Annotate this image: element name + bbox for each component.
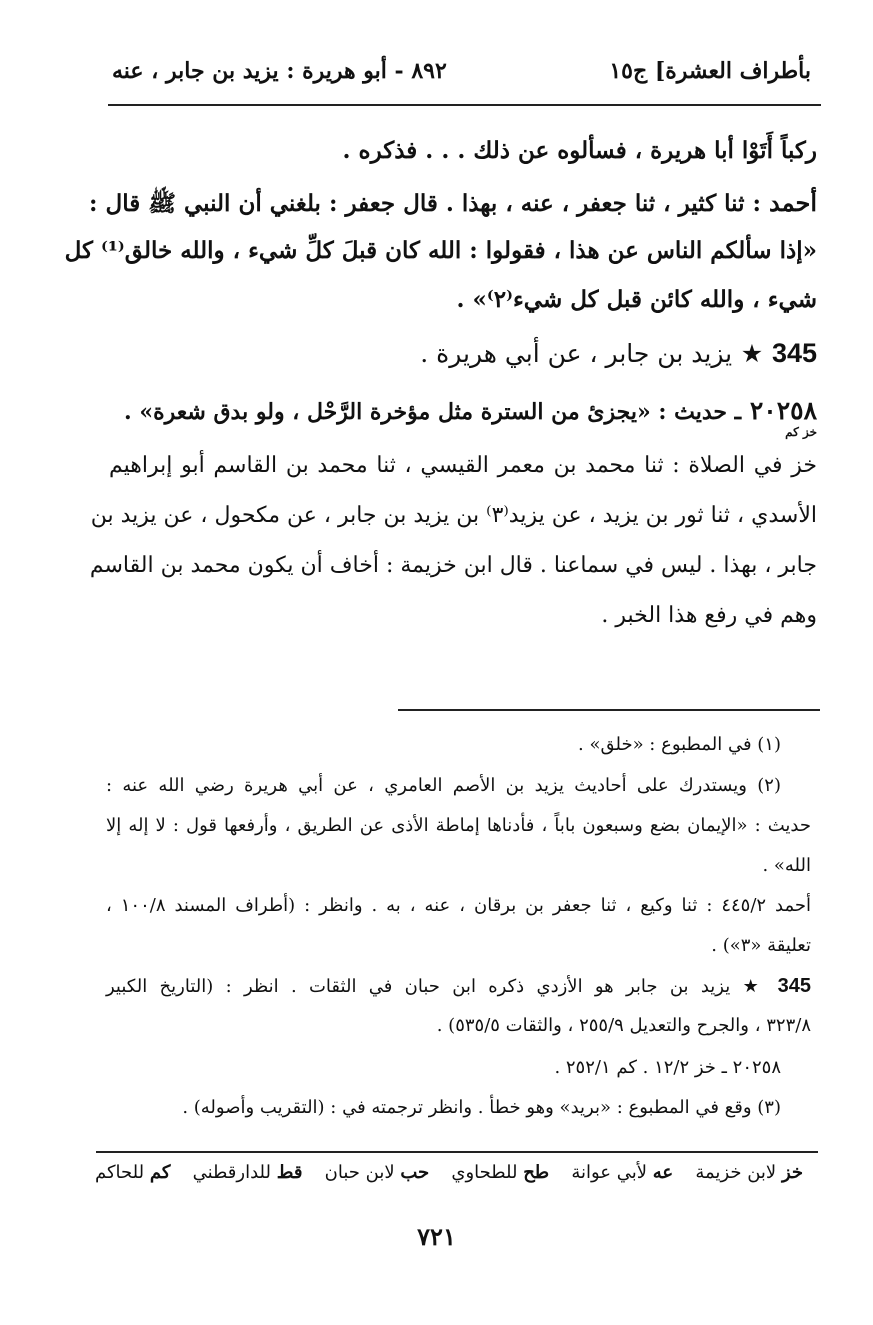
main-text-line-4: شيء ، والله كائن قبل كل شيء⁽٢⁾» . <box>456 286 817 313</box>
main-text-line-2 <box>88 188 817 223</box>
main-text-line-3: «إذا سألكم الناس عن هذا ، فقولوا : الله كان قبلَ كلِّ شيء ، والله خالق⁽¹⁾ كل <box>64 237 817 264</box>
running-header-volume: بأطراف العشرة] ج١٥ <box>609 58 811 84</box>
footnote-2-line-1: (٢) ويستدرك على أحاديث يزيد بن الأصم العامري ، عن أبي هريرة رضي الله عنه : <box>106 775 781 796</box>
abbreviation-item: كم للحاكم <box>95 1162 171 1183</box>
hadith-text: ـ حديث : «يجزئ من السترة مثل مؤخرة الرَّحْل ، ولو بدق شعرة» . <box>124 399 742 425</box>
running-header-chapter: ٨٩٢ - أبو هريرة : يزيد بن جابر ، عنه <box>112 58 447 84</box>
entry-number: 345 <box>771 338 817 368</box>
abbreviation-key <box>95 1162 803 1183</box>
footnote-345-text: يزيد بن جابر هو الأزدي ذكره ابن حبان في الثقات . انظر : (التاريخ الكبير <box>106 976 731 997</box>
footnote-345-line-1 <box>106 975 811 998</box>
abbreviation-item: عه لأبي عوانة <box>571 1162 674 1183</box>
body-line-1: خز في الصلاة : ثنا محمد بن معمر القيسي ، ثنا محمد بن القاسم أبو إبراهيم <box>109 453 817 478</box>
body-line-4: وهم في رفع هذا الخبر . <box>601 603 817 628</box>
footnote-2-line-2: حديث : «الإيمان بضع وسبعون باباً ، فأدناها إماطة الأذى عن الطريق ، وأرفعها قول : لا إله إلا <box>106 815 811 836</box>
footnote-345-number: 345 <box>777 975 811 997</box>
footnote-2-line-5: تعليقة «٣») . <box>711 935 811 956</box>
footnote-hadith-sources: ٢٠٢٥٨ ـ خز ١٢/٢ . كم ٢٥٢/١ . <box>554 1057 781 1078</box>
footnote-divider <box>398 709 820 711</box>
main-text-line-2-rest: : ثنا كثير ، ثنا جعفر ، عنه ، بهذا . قال جعفر : بلغني أن النبي ﷺ قال : <box>88 190 770 217</box>
abbreviation-item: حب لابن حبان <box>324 1162 430 1183</box>
hadith-heading <box>124 396 817 425</box>
entry-title: يزيد بن جابر ، عن أبي هريرة . <box>420 339 733 368</box>
entry-heading <box>420 338 817 369</box>
body-line-2: الأسدي ، ثنا ثور بن يزيد ، عن يزيد⁽٣⁾ بن يزيد بن جابر ، عن مكحول ، عن يزيد بن <box>90 503 817 528</box>
abbreviation-item: قط للدارقطني <box>192 1162 303 1183</box>
footnote-2-line-4: أحمد ٤٤٥/٢ : ثنا وكيع ، ثنا جعفر بن برقان ، عنه ، به . وانظر : (أطراف المسند ١٠٠/٨ ، <box>106 895 812 916</box>
hadith-number: ٢٠٢٥٨ <box>749 396 817 425</box>
footnote-2-line-3: الله» . <box>762 855 811 876</box>
star-icon: ★ <box>740 339 764 368</box>
abbreviation-divider <box>96 1151 818 1153</box>
abbreviation-item: خز لابن خزيمة <box>695 1162 803 1183</box>
hadith-source-codes: خز كم <box>785 425 817 439</box>
star-icon: ★ <box>742 976 766 997</box>
abbreviation-item: طح للطحاوي <box>451 1162 550 1183</box>
footnote-345-line-2: ٣٢٣/٨ ، والجرح والتعديل ٢٥٥/٩ ، والثقات ٥٣٥/٥) . <box>436 1015 811 1036</box>
main-text-line-1: ركباً أَتَوْا أبا هريرة ، فسألوه عن ذلك . . . فذكره . <box>342 137 817 164</box>
footnote-3: (٣) وقع في المطبوع : «بريد» وهو خطأ . وانظر ترجمته في : (التقريب وأصوله) . <box>182 1097 781 1118</box>
narrator-name: أحمد <box>769 188 817 217</box>
footnote-1: (١) في المطبوع : «خلق» . <box>578 734 781 755</box>
body-line-3: جابر ، بهذا . ليس في سماعنا . قال ابن خزيمة : أخاف أن يكون محمد بن القاسم <box>89 553 817 578</box>
page-number: ٧٢١ <box>417 1222 456 1251</box>
header-divider <box>108 104 821 106</box>
